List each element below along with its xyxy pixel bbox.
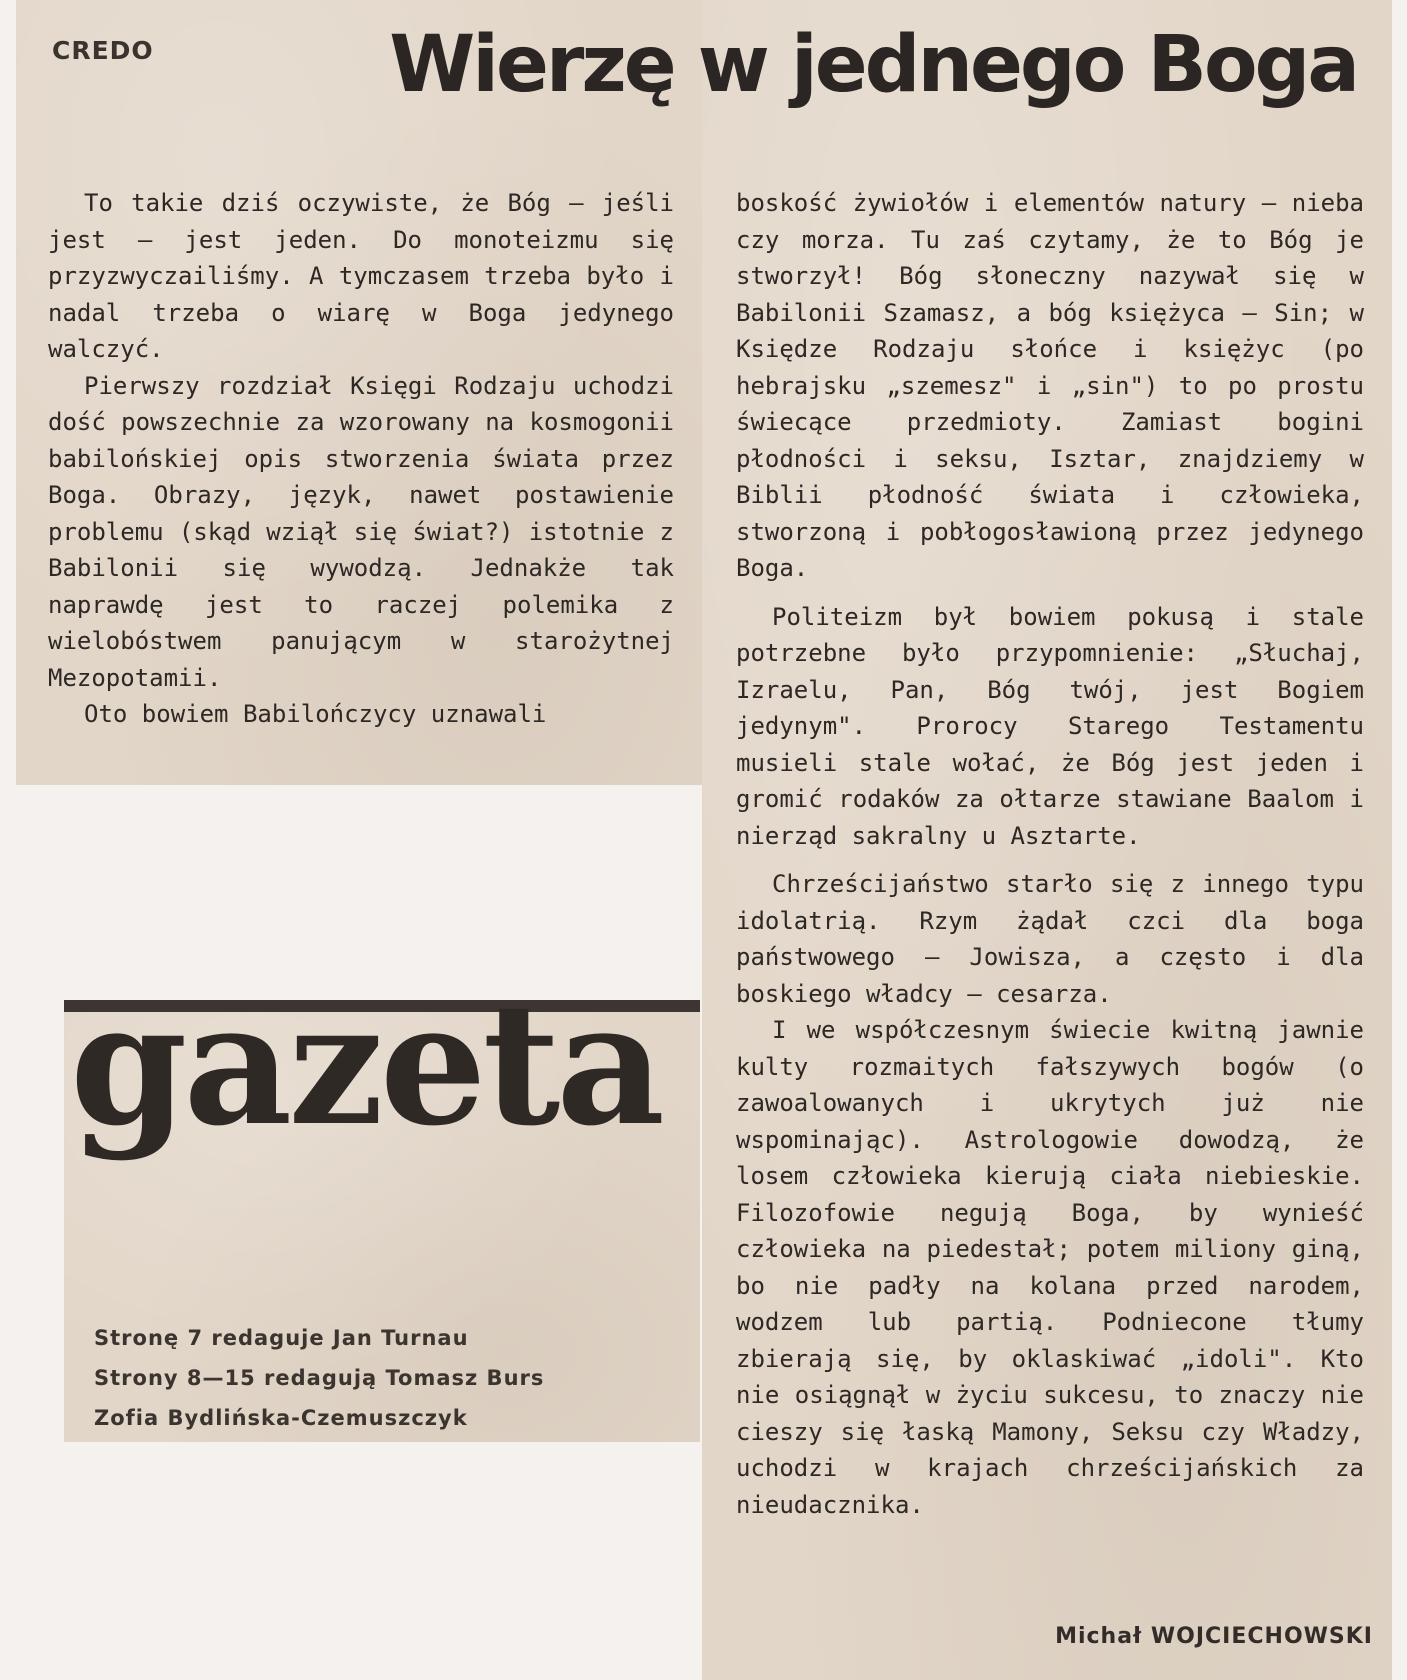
paragraph: Oto bowiem Babilończycy uznawali [84, 700, 547, 728]
editorial-credits [94, 1318, 544, 1438]
newspaper-masthead: gazeta [70, 965, 662, 1163]
paragraph: To takie dziś oczywiste, że Bóg — jeśli jest — jest jeden. Do monoteizmu się przyzwyczailiśmy. A tymczasem trzeba było i nadal trzeba o wiarę w Boga jedynego walczyć. [48, 189, 674, 363]
paragraph: Chrześcijaństwo starło się z innego typu idolatrią. Rzym żądał czci dla boga państwowego — Jowisza, a często i dla boskiego władcy — cesarza. [736, 870, 1364, 1008]
article-headline: Wierzę w jednego Boga [389, 20, 1357, 110]
article-column-right [736, 185, 1364, 1523]
article-column-left [48, 185, 674, 733]
credit-line: Strony 8—15 redagują Tomasz Burs [94, 1366, 545, 1390]
section-label: CREDO [52, 36, 154, 65]
paragraph: Politeizm był bowiem pokusą i stale potrzebne było przypomnienie: „Słuchaj, Izraelu, Pan, Bóg twój, jest Bogiem jedynym". Prorocy Starego Testamentu musieli stale wołać, że Bóg jest jeden i gromić rodaków za ołtarze stawiane Baalom i nierząd sakralny u Asztarte. [736, 602, 1364, 850]
paragraph: Pierwszy rozdział Księgi Rodzaju uchodzi dość powszechnie za wzorowany na kosmogonii babilońskiej opis stworzenia świata przez Boga. Obrazy, język, nawet postawienie problemu (skąd wziął się świat?) istotnie z Babilonii się wywodzą. Jednakże tak naprawdę jest to raczej polemika z wielobóstwem panującym w starożytnej Mezopotamii. [48, 371, 674, 692]
article-author: Michał WOJCIECHOWSKI [1055, 1624, 1373, 1649]
paragraph: boskość żywiołów i elementów natury — nieba czy morza. Tu zaś czytamy, że to Bóg je stworzył! Bóg słoneczny nazywał się w Babilonii Szamasz, a bóg księżyca — Sin; w Księdze Rodzaju słońce i księżyc (po hebrajsku „szemesz" i „sin") to po prostu świecące przedmioty. Zamiast bogini płodności i seksu, Isztar, znajdziemy w Biblii płodność świata i człowieka, stworzoną i pobłogosławioną przez jedynego Boga. [736, 189, 1364, 582]
credit-line: Stronę 7 redaguje Jan Turnau [94, 1326, 469, 1350]
credit-line: Zofia Bydlińska-Czemuszczyk [94, 1406, 468, 1430]
paragraph: I we współczesnym świecie kwitną jawnie kulty rozmaitych fałszywych bogów (o zawoalowanych i ukrytych już nie wspominając). Astrologowie dowodzą, że losem człowieka kierują ciała niebieskie. Filozofowie negują Boga, by wynieść człowieka na piedestał; potem miliony giną, bo nie padły na kolana przed narodem, wodzem lub partią. Podniecone tłumy zbierają się, by oklaskiwać „idoli". Kto nie osiągnął w życiu sukcesu, to znaczy nie cieszy się łaską Mamony, Seksu czy Władzy, uchodzi w krajach chrześcijańskich za nieudacznika. [736, 1016, 1364, 1519]
